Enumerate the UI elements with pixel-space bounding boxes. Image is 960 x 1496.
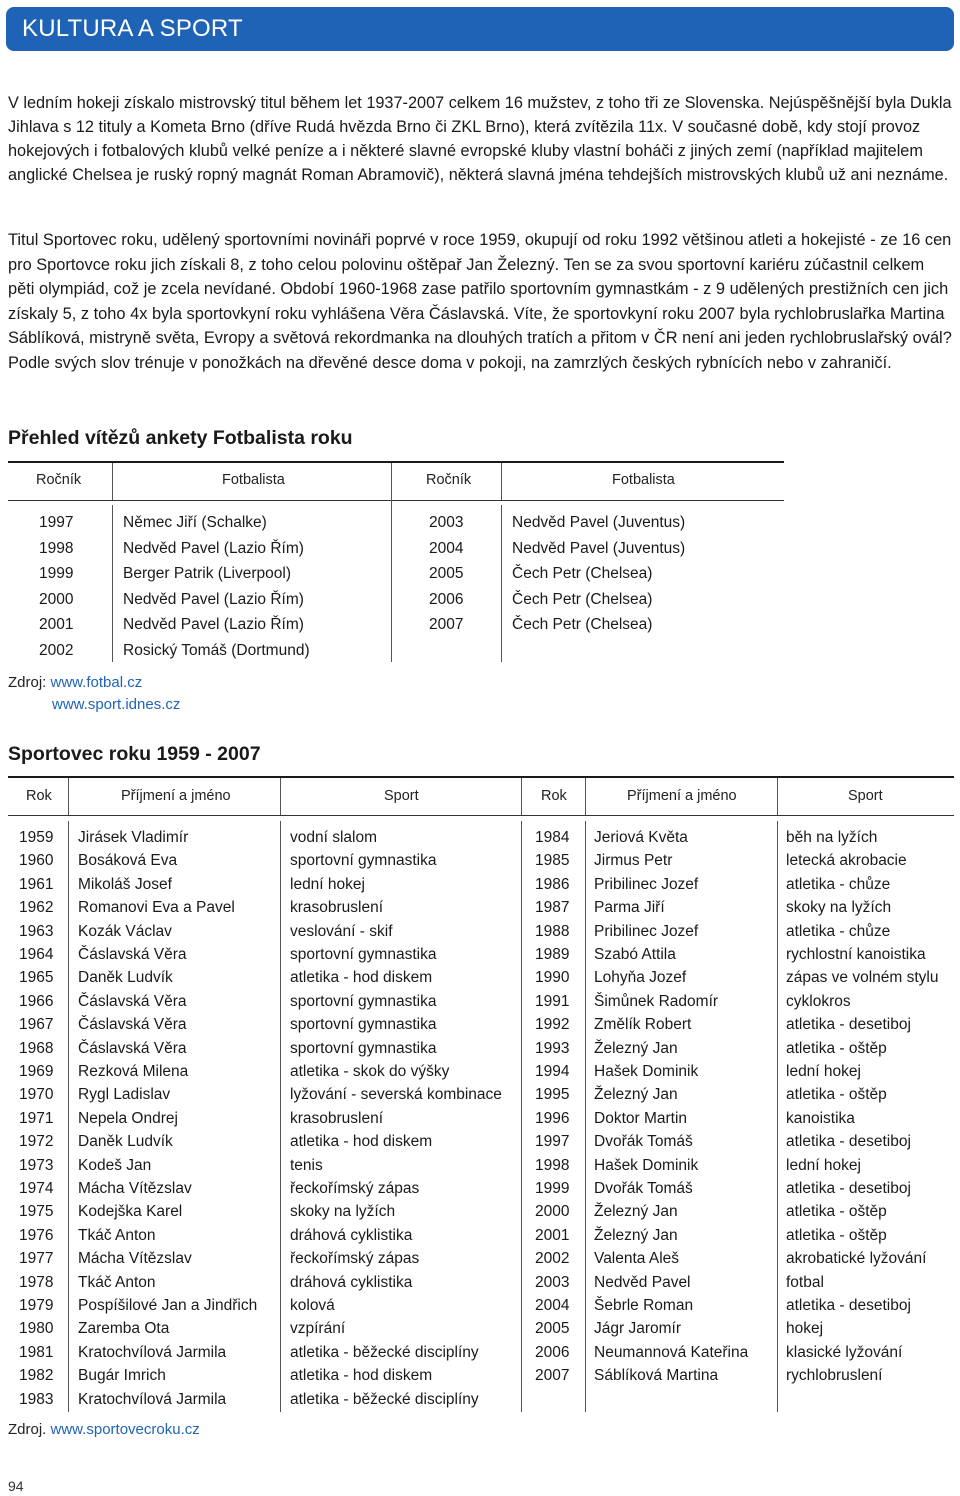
year-cell: 1963 — [19, 922, 54, 940]
name-cell: Romanovi Eva a Pavel — [78, 899, 235, 917]
sport-cell: atletika - hod diskem — [290, 1133, 433, 1151]
name-cell: Pribilinec Jozef — [594, 875, 699, 893]
name-cell: Železný Jan — [594, 1086, 678, 1104]
year-cell: 1999 — [39, 565, 74, 583]
athlete-top-rule — [8, 776, 954, 778]
year-cell: 1970 — [19, 1086, 54, 1104]
name-cell: Dvořák Tomáš — [594, 1133, 693, 1151]
year-cell: 1964 — [19, 946, 54, 963]
sport-cell: cyklokros — [786, 992, 851, 1010]
name-cell: Pribilinec Jozef — [594, 922, 699, 940]
sport-cell: krasobruslení — [290, 1109, 384, 1127]
page-number: 94 — [8, 1478, 24, 1494]
column-header: Příjmení a jméno — [121, 788, 231, 804]
name-cell: Čáslavská Věra — [78, 1016, 187, 1034]
year-cell: 1977 — [19, 1250, 54, 1268]
name-cell: Čáslavská Věra — [78, 992, 187, 1010]
column-header: Ročník — [426, 472, 472, 488]
sport-cell: atletika - desetiboj — [786, 1297, 911, 1314]
year-cell: 1986 — [535, 875, 570, 893]
column-divider — [112, 505, 113, 662]
name-cell: Lohyňa Jozef — [594, 969, 687, 987]
year-cell: 1998 — [535, 1156, 570, 1174]
section-title: KULTURA A SPORT — [22, 15, 243, 42]
year-cell: 1999 — [535, 1180, 570, 1197]
sport-cell: atletika - chůze — [786, 922, 891, 940]
column-divider — [112, 463, 113, 500]
source-label: Zdroj. — [8, 1421, 47, 1438]
year-cell: 1989 — [535, 946, 570, 963]
name-cell: Šimůnek Radomír — [594, 992, 719, 1010]
name-cell: Jirásek Vladimír — [78, 829, 189, 846]
name-cell: Železný Jan — [594, 1226, 678, 1244]
year-cell: 1975 — [19, 1203, 54, 1221]
winner-cell: Nedvěd Pavel (Lazio Řím) — [123, 616, 304, 634]
sport-cell: zápas ve volném stylu — [786, 969, 939, 987]
year-cell: 1962 — [19, 899, 54, 917]
athlete-header-rule — [8, 815, 954, 816]
football-source — [8, 674, 142, 691]
year-cell: 2006 — [429, 590, 464, 608]
sport-cell: lyžování - severská kombinace — [290, 1086, 502, 1104]
column-header: Fotbalista — [222, 472, 285, 488]
column-header: Příjmení a jméno — [627, 788, 737, 804]
name-cell: Kodeš Jan — [78, 1156, 152, 1174]
name-cell: Jirmus Petr — [594, 852, 673, 870]
year-cell: 2004 — [535, 1297, 570, 1314]
year-cell: 2005 — [535, 1320, 570, 1338]
year-cell: 1974 — [19, 1180, 54, 1197]
name-cell: Mácha Vítězslav — [78, 1250, 192, 1268]
sport-cell: atletika - oštěp — [786, 1203, 887, 1221]
year-cell: 2000 — [39, 590, 74, 608]
sport-cell: veslování - skif — [290, 922, 393, 940]
name-cell: Parma Jiří — [594, 899, 665, 917]
name-cell: Kratochvílová Jarmila — [78, 1390, 227, 1408]
name-cell: Změlík Robert — [594, 1016, 692, 1034]
year-cell: 2002 — [535, 1250, 570, 1268]
year-cell: 1997 — [535, 1133, 570, 1151]
sport-cell: atletika - oštěp — [786, 1226, 887, 1244]
sport-cell: fotbal — [786, 1273, 824, 1291]
year-cell: 1996 — [535, 1109, 570, 1127]
source-link-sportovecroku[interactable]: www.sportovecroku.cz — [50, 1421, 200, 1438]
sport-cell: sportovní gymnastika — [290, 946, 437, 963]
year-cell: 1983 — [19, 1390, 54, 1408]
winner-cell: Čech Petr (Chelsea) — [512, 616, 653, 634]
column-divider — [391, 463, 392, 662]
year-cell: 2007 — [429, 616, 464, 634]
sport-cell: řeckořímský zápas — [290, 1180, 420, 1197]
winner-cell: Nedvěd Pavel (Juventus) — [512, 539, 686, 557]
name-cell: Kratochvílová Jarmila — [78, 1343, 227, 1361]
sport-cell: sportovní gymnastika — [290, 852, 437, 870]
name-cell: Dvořák Tomáš — [594, 1180, 693, 1197]
sport-cell: dráhová cyklistika — [290, 1226, 413, 1244]
sport-cell: lední hokej — [290, 875, 365, 893]
name-cell: Nepela Ondrej — [78, 1109, 178, 1127]
column-divider — [777, 778, 778, 815]
name-cell: Doktor Martin — [594, 1109, 688, 1127]
year-cell: 1993 — [535, 1039, 570, 1057]
sport-cell: atletika - hod diskem — [290, 969, 433, 987]
name-cell: Železný Jan — [594, 1203, 678, 1221]
name-cell: Kodejška Karel — [78, 1203, 183, 1221]
sport-cell: skoky na lyžích — [290, 1203, 396, 1221]
source-label: Zdroj: — [8, 674, 47, 691]
year-cell: 1976 — [19, 1226, 54, 1244]
name-cell: Tkáč Anton — [78, 1226, 156, 1244]
sport-cell: atletika - desetiboj — [786, 1016, 911, 1034]
sport-cell: kanoistika — [786, 1109, 855, 1127]
sport-cell: klasické lyžování — [786, 1343, 903, 1361]
year-cell: 1994 — [535, 1063, 570, 1080]
sport-cell: sportovní gymnastika — [290, 1039, 437, 1057]
source-link-idnes[interactable]: www.sport.idnes.cz — [52, 696, 181, 713]
sport-cell: rychlobruslení — [786, 1367, 883, 1385]
year-cell: 2002 — [39, 642, 74, 659]
column-divider — [521, 821, 522, 1412]
sport-cell: letecká akrobacie — [786, 852, 907, 870]
year-cell: 2004 — [429, 539, 464, 557]
name-cell: Nedvěd Pavel — [594, 1273, 691, 1291]
football-source-2 — [52, 696, 180, 713]
winner-cell: Nedvěd Pavel (Lazio Řím) — [123, 539, 304, 557]
name-cell: Šebrle Roman — [594, 1297, 694, 1314]
year-cell: 1984 — [535, 829, 570, 846]
year-cell: 1985 — [535, 852, 570, 870]
year-cell: 1995 — [535, 1086, 570, 1104]
year-cell: 2001 — [39, 616, 74, 634]
year-cell: 1969 — [19, 1063, 54, 1080]
name-cell: Jágr Jaromír — [594, 1320, 681, 1338]
year-cell: 2001 — [535, 1226, 570, 1244]
column-divider — [777, 821, 778, 1412]
sport-cell: skoky na lyžích — [786, 899, 892, 917]
sport-cell: kolová — [290, 1297, 335, 1314]
column-header: Fotbalista — [612, 472, 675, 488]
year-cell: 2003 — [429, 514, 464, 531]
intro-paragraph-athlete: Titul Sportovec roku, udělený sportovními novináři poprvé v roce 1959, okupují od roku 1992 většinou atleti a hokejisté - ze 16 cen pro Sportovce roku jich získali 8, z toho celou polovinu oštěpař Jan Železný. Ten se za svou sportovní kariéru zúčastnil celkem pěti olympiád, což je zcela nevídané. Období 1960-1968 zase patřilo sportovním gymnastkám - z 9 udělených prestižních cen jich získaly 5, z toho 4x byla sportovkyní roku vyhlášena Věra Čáslavská. Víte, že sportovkyní roku 2007 byla rychlobruslařka Martina Sáblíková, mistryně světa, Evropy a světová rekordmanka na dlouhých tratích a přitom v ČR není ani jeden rychlobruslařský ovál? Podle svých slov trénuje v ponožkách na dřevěné desce doma v pokoji, na zamrzlých českých rybnících nebo v zahraničí. — [8, 231, 952, 372]
column-header: Rok — [541, 788, 567, 804]
sport-cell: atletika - chůze — [786, 875, 891, 893]
year-cell: 1965 — [19, 969, 54, 987]
football-top-rule — [8, 461, 784, 463]
winner-cell: Němec Jiří (Schalke) — [123, 514, 267, 531]
year-cell: 1980 — [19, 1320, 54, 1338]
column-divider — [585, 821, 586, 1412]
year-cell: 2000 — [535, 1203, 570, 1221]
year-cell: 1961 — [19, 875, 54, 893]
year-cell: 1987 — [535, 899, 570, 917]
name-cell: Jeriová Květa — [594, 829, 688, 846]
column-divider — [521, 778, 522, 815]
name-cell: Pospíšilové Jan a Jindřich — [78, 1297, 258, 1314]
name-cell: Hašek Dominik — [594, 1063, 699, 1080]
column-divider — [585, 778, 586, 815]
winner-cell: Berger Patrik (Liverpool) — [123, 565, 291, 583]
source-link-fotbal[interactable]: www.fotbal.cz — [50, 674, 143, 691]
year-cell: 1997 — [39, 514, 74, 531]
year-cell: 1968 — [19, 1039, 54, 1057]
sport-cell: rychlostní kanoistika — [786, 946, 926, 963]
winner-cell: Nedvěd Pavel (Lazio Řím) — [123, 590, 304, 608]
name-cell: Rygl Ladislav — [78, 1086, 171, 1104]
sport-cell: vzpírání — [290, 1320, 346, 1338]
name-cell: Sáblíková Martina — [594, 1367, 719, 1385]
sport-cell: lední hokej — [786, 1156, 861, 1174]
winner-cell: Rosický Tomáš (Dortmund) — [123, 642, 310, 659]
athlete-source — [8, 1421, 200, 1438]
column-divider — [501, 505, 502, 662]
year-cell: 1979 — [19, 1297, 54, 1314]
sport-cell: řeckořímský zápas — [290, 1250, 420, 1268]
sport-cell: lední hokej — [786, 1063, 861, 1080]
winner-cell: Nedvěd Pavel (Juventus) — [512, 514, 686, 531]
name-cell: Hašek Dominik — [594, 1156, 699, 1174]
year-cell: 1973 — [19, 1156, 54, 1174]
name-cell: Mácha Vítězslav — [78, 1180, 192, 1197]
name-cell: Neumannová Kateřina — [594, 1343, 749, 1361]
sport-cell: sportovní gymnastika — [290, 992, 437, 1010]
sport-cell: krasobruslení — [290, 899, 384, 917]
sport-cell: sportovní gymnastika — [290, 1016, 437, 1034]
column-header: Sport — [848, 788, 883, 804]
year-cell: 2003 — [535, 1273, 570, 1291]
sport-cell: atletika - desetiboj — [786, 1133, 911, 1151]
year-cell: 1978 — [19, 1273, 54, 1291]
year-cell: 1959 — [19, 829, 54, 846]
sport-cell: atletika - skok do výšky — [290, 1063, 450, 1080]
athlete-table-title: Sportovec roku 1959 - 2007 — [8, 743, 261, 765]
column-header: Rok — [26, 788, 52, 804]
name-cell: Szabó Attila — [594, 946, 676, 963]
year-cell: 2005 — [429, 565, 464, 583]
name-cell: Bosáková Eva — [78, 852, 178, 870]
name-cell: Čáslavská Věra — [78, 946, 187, 963]
sport-cell: běh na lyžích — [786, 829, 878, 846]
sport-cell: vodní slalom — [290, 829, 378, 846]
year-cell: 1990 — [535, 969, 570, 987]
name-cell: Rezková Milena — [78, 1063, 189, 1080]
column-divider — [280, 778, 281, 815]
name-cell: Zaremba Ota — [78, 1320, 170, 1338]
year-cell: 2006 — [535, 1343, 570, 1361]
winner-cell: Čech Petr (Chelsea) — [512, 565, 653, 583]
sport-cell: atletika - desetiboj — [786, 1180, 911, 1197]
year-cell: 1982 — [19, 1367, 54, 1385]
intro-paragraph-hockey: V ledním hokeji získalo mistrovský titul během let 1937-2007 celkem 16 mužstev, z toho tři ze Slovenska. Nejúspěšnější byla Dukla Jihlava s 12 tituly a Kometa Brno (dříve Rudá hvězda Brno či ZKL Brno), která zvítězila 11x. V současné době, kdy stojí provoz hokejových i fotbalových klubů velké peníze a i některé slavné evropské kluby vlastní boháči z jiných zemí (například majitelem anglické Chelsea je ruský ropný magnát Roman Abramovič), některá slavná jména tehdejších mistrovských klubů už ani neznáme. — [8, 94, 952, 184]
year-cell: 1998 — [39, 539, 74, 557]
sport-cell: akrobatické lyžování — [786, 1250, 927, 1268]
year-cell: 1960 — [19, 852, 54, 870]
name-cell: Mikoláš Josef — [78, 875, 172, 893]
sport-cell: atletika - oštěp — [786, 1086, 887, 1104]
year-cell: 1981 — [19, 1343, 54, 1361]
name-cell: Valenta Aleš — [594, 1250, 680, 1268]
name-cell: Železný Jan — [594, 1039, 678, 1057]
year-cell: 1966 — [19, 992, 54, 1010]
sport-cell: hokej — [786, 1320, 824, 1338]
year-cell: 1992 — [535, 1016, 570, 1034]
year-cell: 2007 — [535, 1367, 570, 1385]
name-cell: Tkáč Anton — [78, 1273, 156, 1291]
winner-cell: Čech Petr (Chelsea) — [512, 590, 653, 608]
football-table-title: Přehled vítězů ankety Fotbalista roku — [8, 427, 353, 449]
section-banner — [6, 7, 954, 51]
name-cell: Daněk Ludvík — [78, 969, 173, 987]
sport-cell: atletika - oštěp — [786, 1039, 887, 1057]
year-cell: 1988 — [535, 922, 570, 940]
column-header: Sport — [384, 788, 419, 804]
name-cell: Kozák Václav — [78, 922, 172, 940]
year-cell: 1971 — [19, 1109, 54, 1127]
sport-cell: dráhová cyklistika — [290, 1273, 413, 1291]
column-divider — [501, 463, 502, 500]
name-cell: Bugár Imrich — [78, 1367, 166, 1385]
name-cell: Daněk Ludvík — [78, 1133, 173, 1151]
sport-cell: tenis — [290, 1156, 323, 1174]
football-header-rule — [8, 500, 784, 501]
column-divider — [280, 821, 281, 1412]
sport-cell: atletika - hod diskem — [290, 1367, 433, 1385]
column-header: Ročník — [36, 472, 82, 488]
sport-cell: atletika - běžecké disciplíny — [290, 1343, 479, 1361]
column-divider — [68, 778, 69, 815]
name-cell: Čáslavská Věra — [78, 1039, 187, 1057]
year-cell: 1967 — [19, 1016, 54, 1034]
year-cell: 1991 — [535, 992, 570, 1010]
sport-cell: atletika - běžecké disciplíny — [290, 1390, 479, 1408]
year-cell: 1972 — [19, 1133, 54, 1151]
column-divider — [68, 821, 69, 1412]
